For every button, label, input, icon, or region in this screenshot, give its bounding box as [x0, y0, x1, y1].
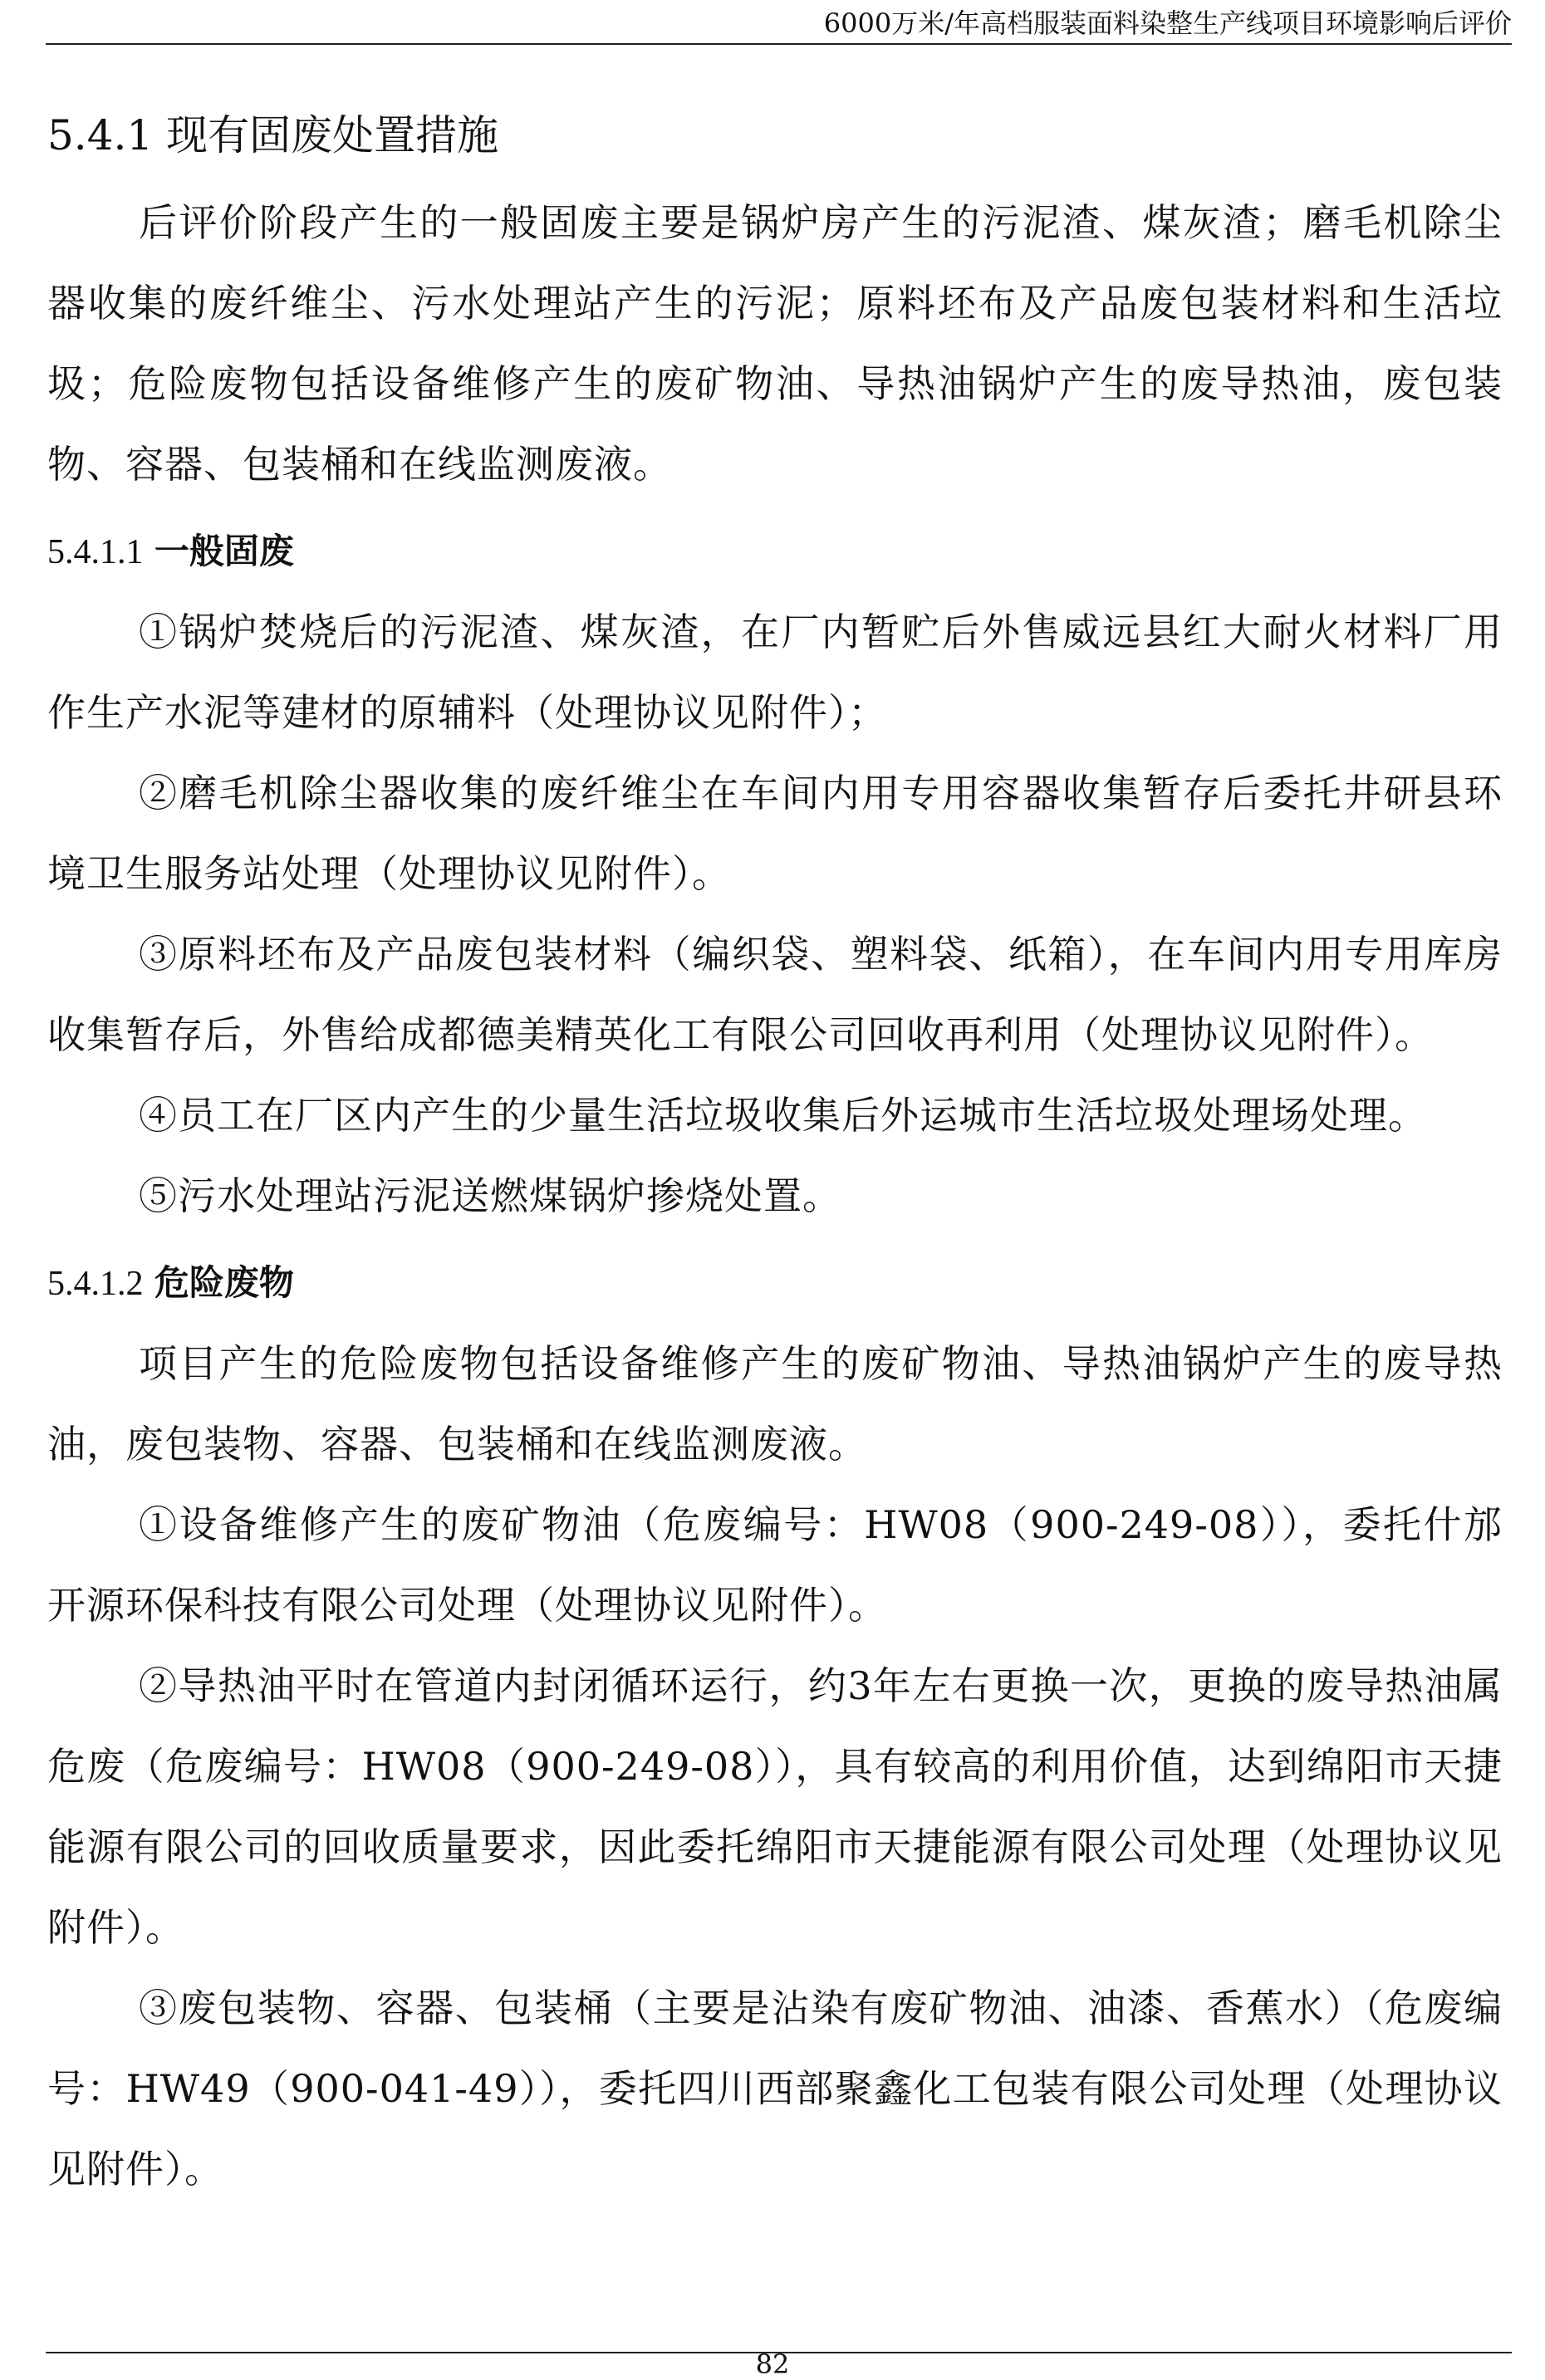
- page-number: 82: [755, 2348, 790, 2380]
- general-waste-item-2: ②磨毛机除尘器收集的废纤维尘在车间内用专用容器收集暂存后委托井研县环境卫生服务站处理（处理协议见附件）。: [47, 771, 1503, 896]
- subsection-title-general-waste: [47, 512, 1503, 592]
- general-waste-item-4: ④员工在厂区内产生的少量生活垃圾收集后外运城市生活垃圾处理场处理。: [139, 1093, 1427, 1138]
- running-header: 6000万米/年高档服装面料染整生产线项目环境影响后评价: [823, 7, 1512, 39]
- general-waste-item-5: ⑤污水处理站污泥送燃煤锅炉掺烧处置。: [139, 1173, 841, 1218]
- subsection-title-hazardous-waste: [47, 1243, 1503, 1324]
- hazardous-waste-intro: 项目产生的危险废物包括设备维修产生的废矿物油、导热油锅炉产生的废导热油，废包装物、容器、包装桶和在线监测废液。: [47, 1341, 1503, 1467]
- general-waste-item-1: ①锅炉焚烧后的污泥渣、煤灰渣，在厂内暂贮后外售威远县红大耐火材料厂用作生产水泥等建材的原辅料（处理协议见附件）；: [47, 610, 1503, 735]
- hazardous-waste-item-1: ①设备维修产生的废矿物油（危废编号：HW08（900-249-08）），委托什邡开源环保科技有限公司处理（处理协议见附件）。: [47, 1502, 1503, 1628]
- section-intro: 后评价阶段产生的一般固废主要是锅炉房产生的污泥渣、煤灰渣；磨毛机除尘器收集的废纤维尘、污水处理站产生的污泥；原料坯布及产品废包装材料和生活垃圾；危险废物包括设备维修产生的废矿物油、导热油锅炉产生的废导热油，废包装物、容器、包装桶和在线监测废液。: [47, 200, 1503, 487]
- subsection-number: 5.4.1.2: [47, 1265, 144, 1303]
- subsection-heading: 危险废物: [154, 1262, 294, 1303]
- hazardous-waste-item-3: ③废包装物、容器、包装桶（主要是沾染有废矿物油、油漆、香蕉水）（危废编号：HW49（900-041-49）），委托四川西部聚鑫化工包装有限公司处理（处理协议见附件）。: [47, 1986, 1503, 2191]
- header-divider: [46, 43, 1512, 45]
- general-waste-item-3: ③原料坯布及产品废包装材料（编织袋、塑料袋、纸箱），在车间内用专用库房收集暂存后，外售给成都德美精英化工有限公司回收再利用（处理协议见附件）。: [47, 932, 1503, 1057]
- page-body: [47, 98, 1503, 2210]
- subsection-heading: 一般固废: [154, 531, 294, 571]
- hazardous-waste-item-2: ②导热油平时在管道内封闭循环运行，约3年左右更换一次，更换的废导热油属危废（危废编号：HW08（900-249-08）），具有较高的利用价值，达到绵阳市天捷能源有限公司的回收质量要求，因此委托绵阳市天捷能源有限公司处理（处理协议见附件）。: [47, 1663, 1503, 1950]
- section-title: 5.4.1 现有固废处置措施: [47, 111, 499, 159]
- subsection-number: 5.4.1.1: [47, 533, 144, 571]
